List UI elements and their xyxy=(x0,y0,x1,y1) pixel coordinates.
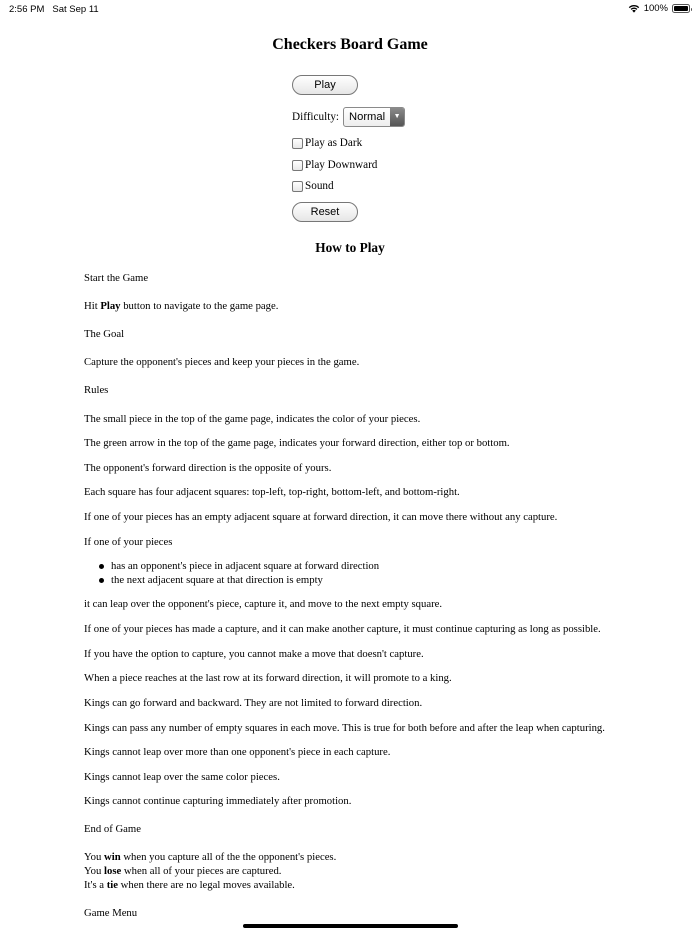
rule-text: The opponent's forward direction is the opposite of yours. xyxy=(84,462,332,474)
end-heading: End of Game xyxy=(84,823,141,835)
end-line-prefix: You xyxy=(84,851,105,863)
rule-text: Kings cannot leap over the same color pieces. xyxy=(84,771,280,783)
rule-text: it can leap over the opponent's piece, capture it, and move to the next empty square. xyxy=(84,598,443,610)
game-menu-heading: Game Menu xyxy=(84,907,138,919)
end-line-prefix: It's a xyxy=(84,879,107,891)
status-time: 2:56 PM xyxy=(9,4,45,15)
end-line-win xyxy=(84,850,336,864)
goal-text: Capture the opponent's pieces and keep your pieces in the game. xyxy=(84,356,360,368)
play-downward-option[interactable] xyxy=(292,158,377,172)
status-date: Sat Sep 11 xyxy=(52,4,99,15)
end-line-tie xyxy=(84,878,295,892)
rule-text: If one of your pieces has an empty adjacent square at forward direction, it can move there without any capture. xyxy=(84,511,558,523)
sound-label: Sound xyxy=(305,180,334,192)
difficulty-row xyxy=(292,107,405,127)
play-as-dark-option[interactable] xyxy=(292,136,362,150)
difficulty-label: Difficulty: xyxy=(292,111,340,123)
list-item: has an opponent's piece in adjacent square at forward direction xyxy=(111,560,380,572)
rule-text: Each square has four adjacent squares: top-left, top-right, bottom-left, and bottom-right. xyxy=(84,486,460,498)
start-text-suffix: button to navigate to the game page. xyxy=(120,300,279,312)
rule-text: The green arrow in the top of the game page, indicates your forward direction, either top or bottom. xyxy=(84,437,510,449)
reset-button[interactable]: Reset xyxy=(292,202,358,222)
wifi-icon xyxy=(628,4,640,13)
difficulty-value: Normal xyxy=(349,111,386,123)
controls-panel xyxy=(292,75,492,218)
end-line-suffix: when there are no legal moves available. xyxy=(117,879,295,891)
rule-text: Kings cannot leap over more than one opponent's piece in each capture. xyxy=(84,746,391,758)
play-downward-label: Play Downward xyxy=(305,159,378,171)
rule-text: When a piece reaches at the last row at its forward direction, it will promote to a king. xyxy=(84,672,452,684)
status-bar xyxy=(0,0,700,18)
end-line-prefix: You xyxy=(84,865,105,877)
start-heading: Start the Game xyxy=(84,272,149,284)
sound-checkbox[interactable] xyxy=(292,181,303,192)
how-to-play-heading: How to Play xyxy=(315,240,385,255)
rule-text: Kings can go forward and backward. They are not limited to forward direction. xyxy=(84,697,423,709)
play-downward-checkbox[interactable] xyxy=(292,160,303,171)
play-as-dark-checkbox[interactable] xyxy=(292,138,303,149)
goal-heading: The Goal xyxy=(84,328,125,340)
start-text xyxy=(84,299,278,313)
rule-bullet-list xyxy=(111,559,379,587)
rule-text: Kings cannot continue capturing immediately after promotion. xyxy=(84,795,352,807)
battery-icon xyxy=(672,4,690,13)
rule-text: If you have the option to capture, you cannot make a move that doesn't capture. xyxy=(84,648,424,660)
battery-percent: 100% xyxy=(643,3,668,14)
play-as-dark-label: Play as Dark xyxy=(305,137,363,149)
sound-option[interactable] xyxy=(292,179,334,193)
start-text-prefix: Hit xyxy=(84,300,101,312)
end-line-bold: lose xyxy=(104,865,122,877)
home-indicator[interactable] xyxy=(243,924,458,928)
play-button[interactable]: Play xyxy=(292,75,358,95)
difficulty-select[interactable] xyxy=(343,107,405,127)
list-item: the next adjacent square at that direction is empty xyxy=(111,573,379,587)
status-right xyxy=(628,3,690,14)
page-title: Checkers Board Game xyxy=(272,36,428,53)
end-line-suffix: when all of your pieces are captured. xyxy=(121,865,282,877)
rules-heading: Rules xyxy=(84,384,109,396)
end-line-suffix: when you capture all of the the opponent's pieces. xyxy=(120,851,337,863)
rule-text: If one of your pieces xyxy=(84,536,173,548)
chevron-down-icon: ▼ xyxy=(390,108,404,126)
start-text-bold: Play xyxy=(100,300,121,312)
end-line-bold: tie xyxy=(106,879,118,891)
end-line-bold: win xyxy=(104,851,121,863)
rule-text: Kings can pass any number of empty squares in each move. This is true for both before and after the leap when capturing. xyxy=(84,722,605,734)
end-line-lose xyxy=(84,864,281,878)
rule-text: The small piece in the top of the game page, indicates the color of your pieces. xyxy=(84,413,421,425)
rule-text: If one of your pieces has made a capture, and it can make another capture, it must continue capturing as long as possible. xyxy=(84,623,601,635)
status-left xyxy=(9,4,99,15)
